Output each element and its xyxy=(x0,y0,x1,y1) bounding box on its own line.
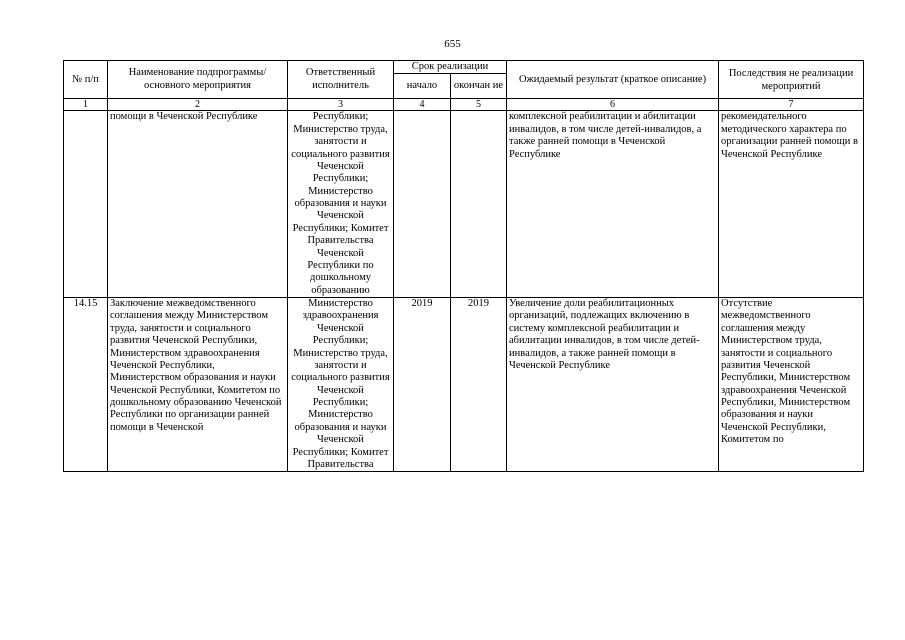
header-executor: Ответственный исполнитель xyxy=(288,61,394,99)
header-result: Ожидаемый результат (краткое описание) xyxy=(507,61,719,99)
header-name: Наименование подпрограммы/ основного мероприятия xyxy=(108,61,288,99)
row-name: помощи в Чеченской Республике xyxy=(108,111,288,298)
row-num xyxy=(64,111,108,298)
row-end xyxy=(451,111,507,298)
column-number: 5 xyxy=(451,99,507,111)
column-number: 6 xyxy=(507,99,719,111)
row-start: 2019 xyxy=(394,298,451,472)
row-start xyxy=(394,111,451,298)
column-number: 7 xyxy=(719,99,864,111)
table-row xyxy=(64,298,864,472)
column-numbers-row xyxy=(64,99,864,111)
header-row xyxy=(64,61,864,74)
column-number: 1 xyxy=(64,99,108,111)
header-end: окончан ие xyxy=(451,74,507,99)
header-start: начало xyxy=(394,74,451,99)
row-result: комплексной реабилитации и абилитации инвалидов, в том числе детей-инвалидов, а также ранней помощи в Чеченской Республике xyxy=(507,111,719,298)
header-num: № п/п xyxy=(64,61,108,99)
measures-table xyxy=(63,60,864,472)
row-num: 14.15 xyxy=(64,298,108,472)
header-consequences: Последствия не реализации мероприятий xyxy=(719,61,864,99)
column-number: 3 xyxy=(288,99,394,111)
row-result: Увеличение доли реабилитационных организаций, подлежащих включению в систему комплексной реабилитации и абилитации инвалидов, в том числе детей-инвалидов, а также ранней помощи в Чеченской Республике xyxy=(507,298,719,472)
page-number: 655 xyxy=(444,38,461,50)
table-row xyxy=(64,111,864,298)
row-executor: Республики; Министерство труда, занятости и социального развития Чеченской Республики; Министерство образования и науки Чеченской Республики; Комитет Правительства Чеченской Республики по дошкольному образованию xyxy=(288,111,394,298)
row-consequences: рекомендательного методического характера по организации ранней помощи в Чеченской Республике xyxy=(719,111,864,298)
header-term: Срок реализации xyxy=(394,61,507,74)
row-executor: Министерство здравоохранения Чеченской Республики; Министерство труда, занятости и социального развития Чеченской Республики; Министерство образования и науки Чеченской Республики; Комитет Правительства xyxy=(288,298,394,472)
row-end: 2019 xyxy=(451,298,507,472)
row-consequences: Отсутствие межведомственного соглашения между Министерством труда, занятости и социального развития Чеченской Республики, Министерством здравоохранения Чеченской Республики, Министерством образования и науки Чеченской Республики, Комитетом по xyxy=(719,298,864,472)
column-number: 4 xyxy=(394,99,451,111)
column-number: 2 xyxy=(108,99,288,111)
row-name: Заключение межведомственного соглашения между Министерством труда, занятости и социального развития Чеченской Республики, Министерством здравоохранения Чеченской Республики, Министерством образования и науки Чеченской Республики, Комитетом по дошкольному образованию Чеченской Республики по организации ранней помощи в Чеченской xyxy=(108,298,288,472)
